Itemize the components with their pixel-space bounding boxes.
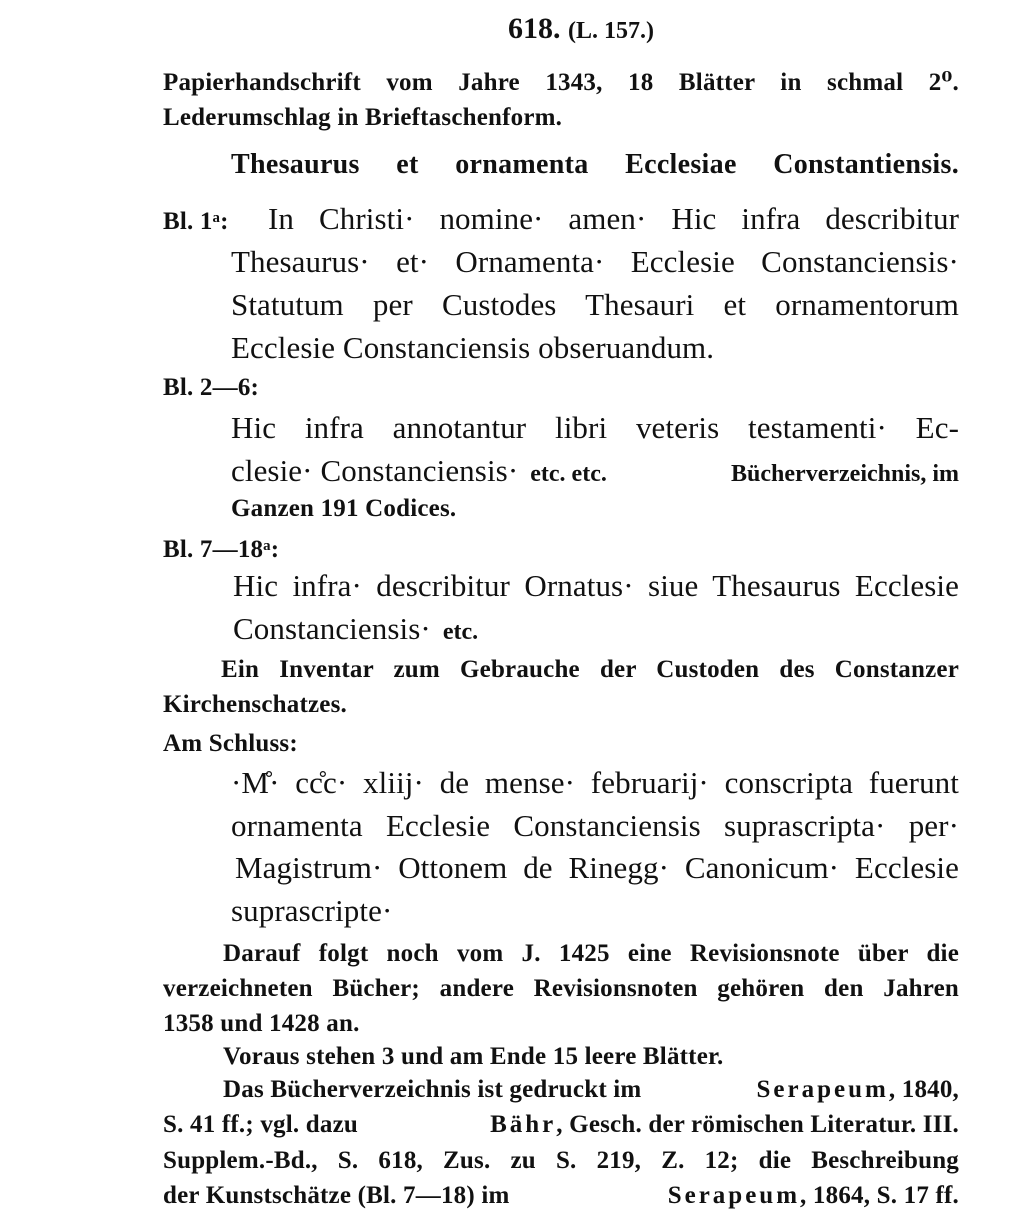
entry-reference: (L. 157.) (568, 18, 654, 44)
bibliography-line-2-text: S. 41 ff.; vgl. dazu (163, 1111, 358, 1138)
bibliography-line-2-rest: , Gesch. der römischen Literatur. III. (556, 1111, 959, 1138)
manuscript-title: Thesaurus et ornamenta Ecclesiae Constantiensis. (231, 149, 959, 180)
bibliography-line-3: Supplem.-Bd., S. 618, Zus. zu S. 219, Z. 12; die Beschreibung (163, 1147, 959, 1174)
bibliography-line-1 (223, 1077, 959, 1102)
bibliography-line-2 (163, 1112, 959, 1137)
section-2-line-3: Ganzen 191 Codices. (231, 495, 457, 522)
page-header (163, 14, 959, 44)
section-1-line-2: Thesaurus· et· Ornamenta· Ecclesie Constanciensis· (231, 244, 959, 279)
section-2-label: Bl. 2—6: (163, 374, 260, 401)
serapeum-reference-2: Serapeum (667, 1182, 801, 1209)
section-4-line-4: suprascripte· (231, 893, 393, 928)
blank-leaves-note: Voraus stehen 3 und am Ende 15 leere Blätter. (223, 1043, 724, 1070)
entry-number: 618. (508, 12, 561, 45)
document-page (163, 0, 959, 1228)
section-2-line-2-note: Bücherverzeichnis, im (731, 461, 959, 487)
section-2-line-2-latin: clesie· Constanciensis· (231, 453, 519, 488)
revisions-line-3: 1358 und 1428 an. (163, 1010, 360, 1037)
description-line-2: Lederumschlag in Brieftaschenform. (163, 104, 563, 131)
section-4-line-1: ·M̊· cc̊c· xliij· de mense· februarij· conscripta fuerunt (231, 765, 959, 800)
section-2-line-1: Hic infra annotantur libri veteris testamenti· Ec- (231, 410, 959, 445)
section-3-label: Bl. 7—18ᵃ: (163, 536, 280, 563)
section-1-line-4: Ecclesie Constanciensis obseruandum. (231, 330, 715, 365)
description-line-1: Papierhandschrift vom Jahre 1343, 18 Blätter in schmal 2⁰. (163, 69, 959, 96)
section-3-line-1: Hic infra· describitur Ornatus· siue Thesaurus Ecclesie (233, 568, 959, 603)
section-1-label: Bl. 1ᵃ: (163, 208, 229, 235)
section-1-line-3: Statutum per Custodes Thesauri et ornamentorum (231, 287, 959, 322)
section-4-label: Am Schluss: (163, 730, 298, 757)
revisions-line-2: verzeichneten Bücher; andere Revisionsnoten gehören den Jahren (163, 975, 959, 1002)
bibliography-line-1-text: Das Bücherverzeichnis ist gedruckt im (223, 1076, 642, 1103)
section-3-note-2: Kirchenschatzes. (163, 691, 347, 718)
baehr-reference: Bähr (490, 1111, 557, 1138)
section-3-line-2-latin: Constanciensis· (233, 611, 431, 646)
bibliography-line-4 (163, 1183, 959, 1208)
bibliography-line-1-year: , 1840, (888, 1076, 959, 1103)
serapeum-reference-1: Serapeum (756, 1076, 889, 1103)
section-3-line-2 (233, 613, 478, 644)
section-2-line-2-etc: etc. etc. (530, 461, 607, 487)
section-1-line-1: In Christi· nomine· amen· Hic infra describitur (268, 201, 959, 236)
revisions-line-1: Darauf folgt noch vom J. 1425 eine Revisionsnote über die (223, 940, 959, 967)
section-4-line-2: ornamenta Ecclesie Constanciensis suprascripta· per· (231, 808, 959, 843)
bibliography-line-4-text: der Kunstschätze (Bl. 7—18) im (163, 1182, 510, 1209)
section-3-note-1: Ein Inventar zum Gebrauche der Custoden des Constanzer (221, 656, 959, 683)
section-3-line-2-etc: etc. (442, 619, 479, 645)
bibliography-line-4-rest: , 1864, S. 17 ff. (800, 1182, 959, 1209)
section-2-line-2 (231, 455, 959, 486)
section-4-line-3: Magistrum· Ottonem de Rinegg· Canonicum· Ecclesie (235, 850, 959, 885)
